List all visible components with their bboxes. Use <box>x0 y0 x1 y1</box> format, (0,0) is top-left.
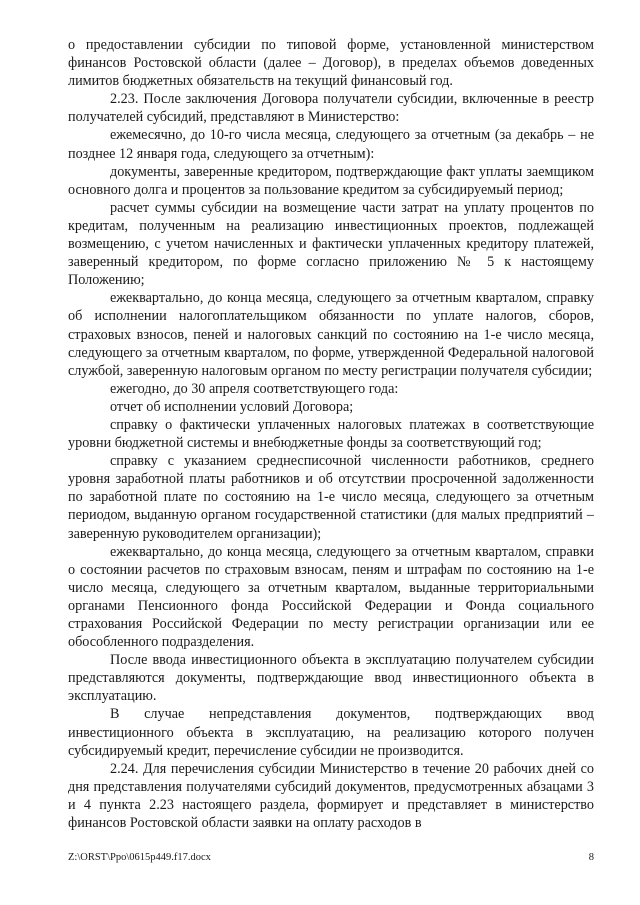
paragraph-4: документы, заверенные кредитором, подтверждающие факт уплаты заемщиком основного долга и процентов за пользование кредитом за субсидируемый период; <box>68 163 594 198</box>
document-body <box>68 36 594 832</box>
paragraph-1: о предоставлении субсидии по типовой форме, установленной министерством финансов Ростовской области (далее – Договор), в пределах объемов доведенных лимитов бюджетных обязательств на текущий финансовый год. <box>68 37 594 90</box>
paragraph-13: В случае непредставления документов, подтверждающих ввод инвестиционного объекта в эксплуатацию, на реализацию которого получен субсидируемый кредит, перечисление субсидии не производится. <box>68 706 594 759</box>
paragraph-10: справку с указанием среднесписочной численности работников, среднего уровня заработной платы работников и об отсутствии просроченной задолженности по заработной плате по состоянию на 1-е число месяца, следующего за отчетным периодом, выданную органом государственной статистики (для малых предприятий – заверенную руководителем организации); <box>68 453 594 542</box>
paragraph-14: 2.24. Для перечисления субсидии Министерство в течение 20 рабочих дней со дня представления получателями субсидий документов, предусмотренных абзацами 3 и 4 пункта 2.23 настоящего раздела, формирует и представляет в министерство финансов Ростовской области заявки на оплату расходов в <box>68 760 594 832</box>
page-number: 8 <box>588 852 594 863</box>
paragraph-11: ежеквартально, до конца месяца, следующего за отчетным кварталом, справки о состоянии расчетов по страховым взносам, пеням и штрафам по состоянию на 1-е число месяца, следующего за отчетным кварталом, выданные территориальными органами Пенсионного фонда Российской Федерации и Фонда социального страхования Российской Федерации по месту регистрации организации или ее обособленного подразделения. <box>68 543 594 651</box>
paragraph-5: расчет суммы субсидии на возмещение части затрат на уплату процентов по кредитам, полученным на реализацию инвестиционных проектов, подлежащей возмещению, с учетом начисленных и фактически уплаченных кредитору платежей, заверенный кредитором, по форме согласно приложению № 5 к настоящему Положению; <box>68 199 594 289</box>
paragraph-12: После ввода инвестиционного объекта в эксплуатацию получателем субсидии представляются документы, подтверждающие ввод инвестиционного объекта в эксплуатацию. <box>68 652 594 705</box>
paragraph-2: 2.23. После заключения Договора получатели субсидии, включенные в реестр получателей субсидий, представляют в Министерство: <box>68 91 594 126</box>
paragraph-7: ежегодно, до 30 апреля соответствующего года: <box>110 380 399 397</box>
paragraph-3: ежемесячно, до 10-го числа месяца, следующего за отчетным (за декабрь – не позднее 12 января года, следующего за отчетным): <box>68 127 594 162</box>
file-path: Z:\ORST\Ppo\0615p449.f17.docx <box>68 852 211 863</box>
paragraph-9: справку о фактически уплаченных налоговых платежах в соответствующие уровни бюджетной системы и внебюджетные фонды за соответствующий год; <box>68 416 594 452</box>
paragraph-6: ежеквартально, до конца месяца, следующего за отчетным кварталом, справку об исполнении налогоплательщиком обязанности по уплате налогов, сборов, страховых взносов, пеней и налоговых санкций по состоянию на 1-е число месяца, следующего за отчетным кварталом, по форме, утвержденной Федеральной налоговой службой, заверенную налоговым органом по месту регистрации получателя субсидии; <box>68 290 594 379</box>
paragraph-8: отчет об исполнении условий Договора; <box>110 398 354 415</box>
